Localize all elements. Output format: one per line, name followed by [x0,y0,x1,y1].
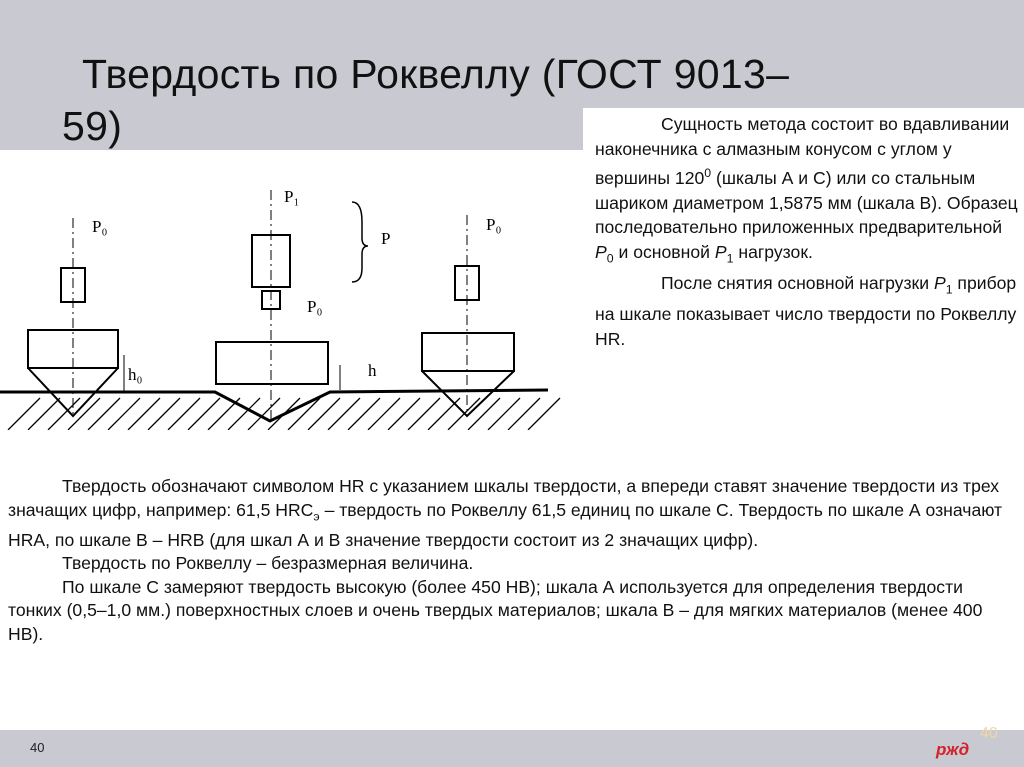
rzd-logo [934,738,986,762]
page-number-ghost: 40 [980,725,998,742]
result-text-c: прибор на шкале показывает число твердости по Роквеллу HR. [595,272,1017,349]
method-text-f: нагрузок. [733,241,813,262]
method-text-b: (шкалы А и С) или со стальным шариком диаметром 1,5875 мм (шкала В). Образец последовательно приложенных предварительной [595,168,1018,238]
p1-symbol-2: P [933,272,946,293]
label-h: h [368,361,377,380]
label-p0-right: P₀ [486,215,502,234]
label-p: P [381,229,391,248]
method-text-a: Сущность метода состоит во вдавливании наконечника с алмазным конусом с углом у вершины 120 [595,114,1010,189]
designation-text [8,475,1013,647]
left-indenter [28,218,118,416]
label-p0-left: P₀ [92,217,108,236]
page-number: 40 [30,740,45,755]
p1-sub-2: 1 [945,282,953,297]
p1-sub: 1 [726,251,734,266]
slide-title-line2: 59) [62,103,123,149]
p1-symbol: P [714,241,727,262]
designation-text-a: Твердость обозначают символом HR с указанием шкалы твердости, а впереди ставят значение твердости из трех значащих цифр, например: 61,5 HRC [8,476,1000,520]
label-p0-middle: P₀ [307,297,323,316]
dimensionless-paragraph: Твердость по Роквеллу – безразмерная величина. [62,553,474,574]
footer-band [0,730,1024,767]
slide-title-line1: Твердость по Роквеллу (ГОСТ 9013– [82,51,790,97]
p0-symbol: P [595,241,607,262]
middle-indenter [216,190,368,420]
method-paragraph [595,112,1024,271]
result-text-a: После снятия основной нагрузки [661,272,934,293]
rzd-logo-text: ржд [936,740,970,759]
p0-sub: 0 [606,251,614,266]
hrc-sub: э [313,509,320,524]
method-description [583,108,1024,357]
right-indenter [422,215,514,416]
degree-sup: 0 [704,166,712,181]
scales-paragraph: По шкале С замеряют твердость высокую (более 450 НВ); шкала А используется для определения твердости тонких (0,5–1,0 мм.) поверхностных слоев и очень твердых материалов; шкала В – для мягких материалов (менее 400 НВ). [8,576,983,645]
method-text-d: и основной [613,241,715,262]
label-p1: P₁ [284,187,300,206]
result-paragraph [595,271,1024,351]
label-h0: h₀ [128,365,143,384]
designation-text-b: – твердость по Роквеллу 61,5 единиц по шкале С. Твердость по шкале А означают HRA, по шкале В – HRB (для шкал А и В значение твердости состоит из 2 значащих цифр). [8,499,1003,550]
rockwell-diagram [0,180,570,430]
designation-paragraph [8,475,1013,552]
